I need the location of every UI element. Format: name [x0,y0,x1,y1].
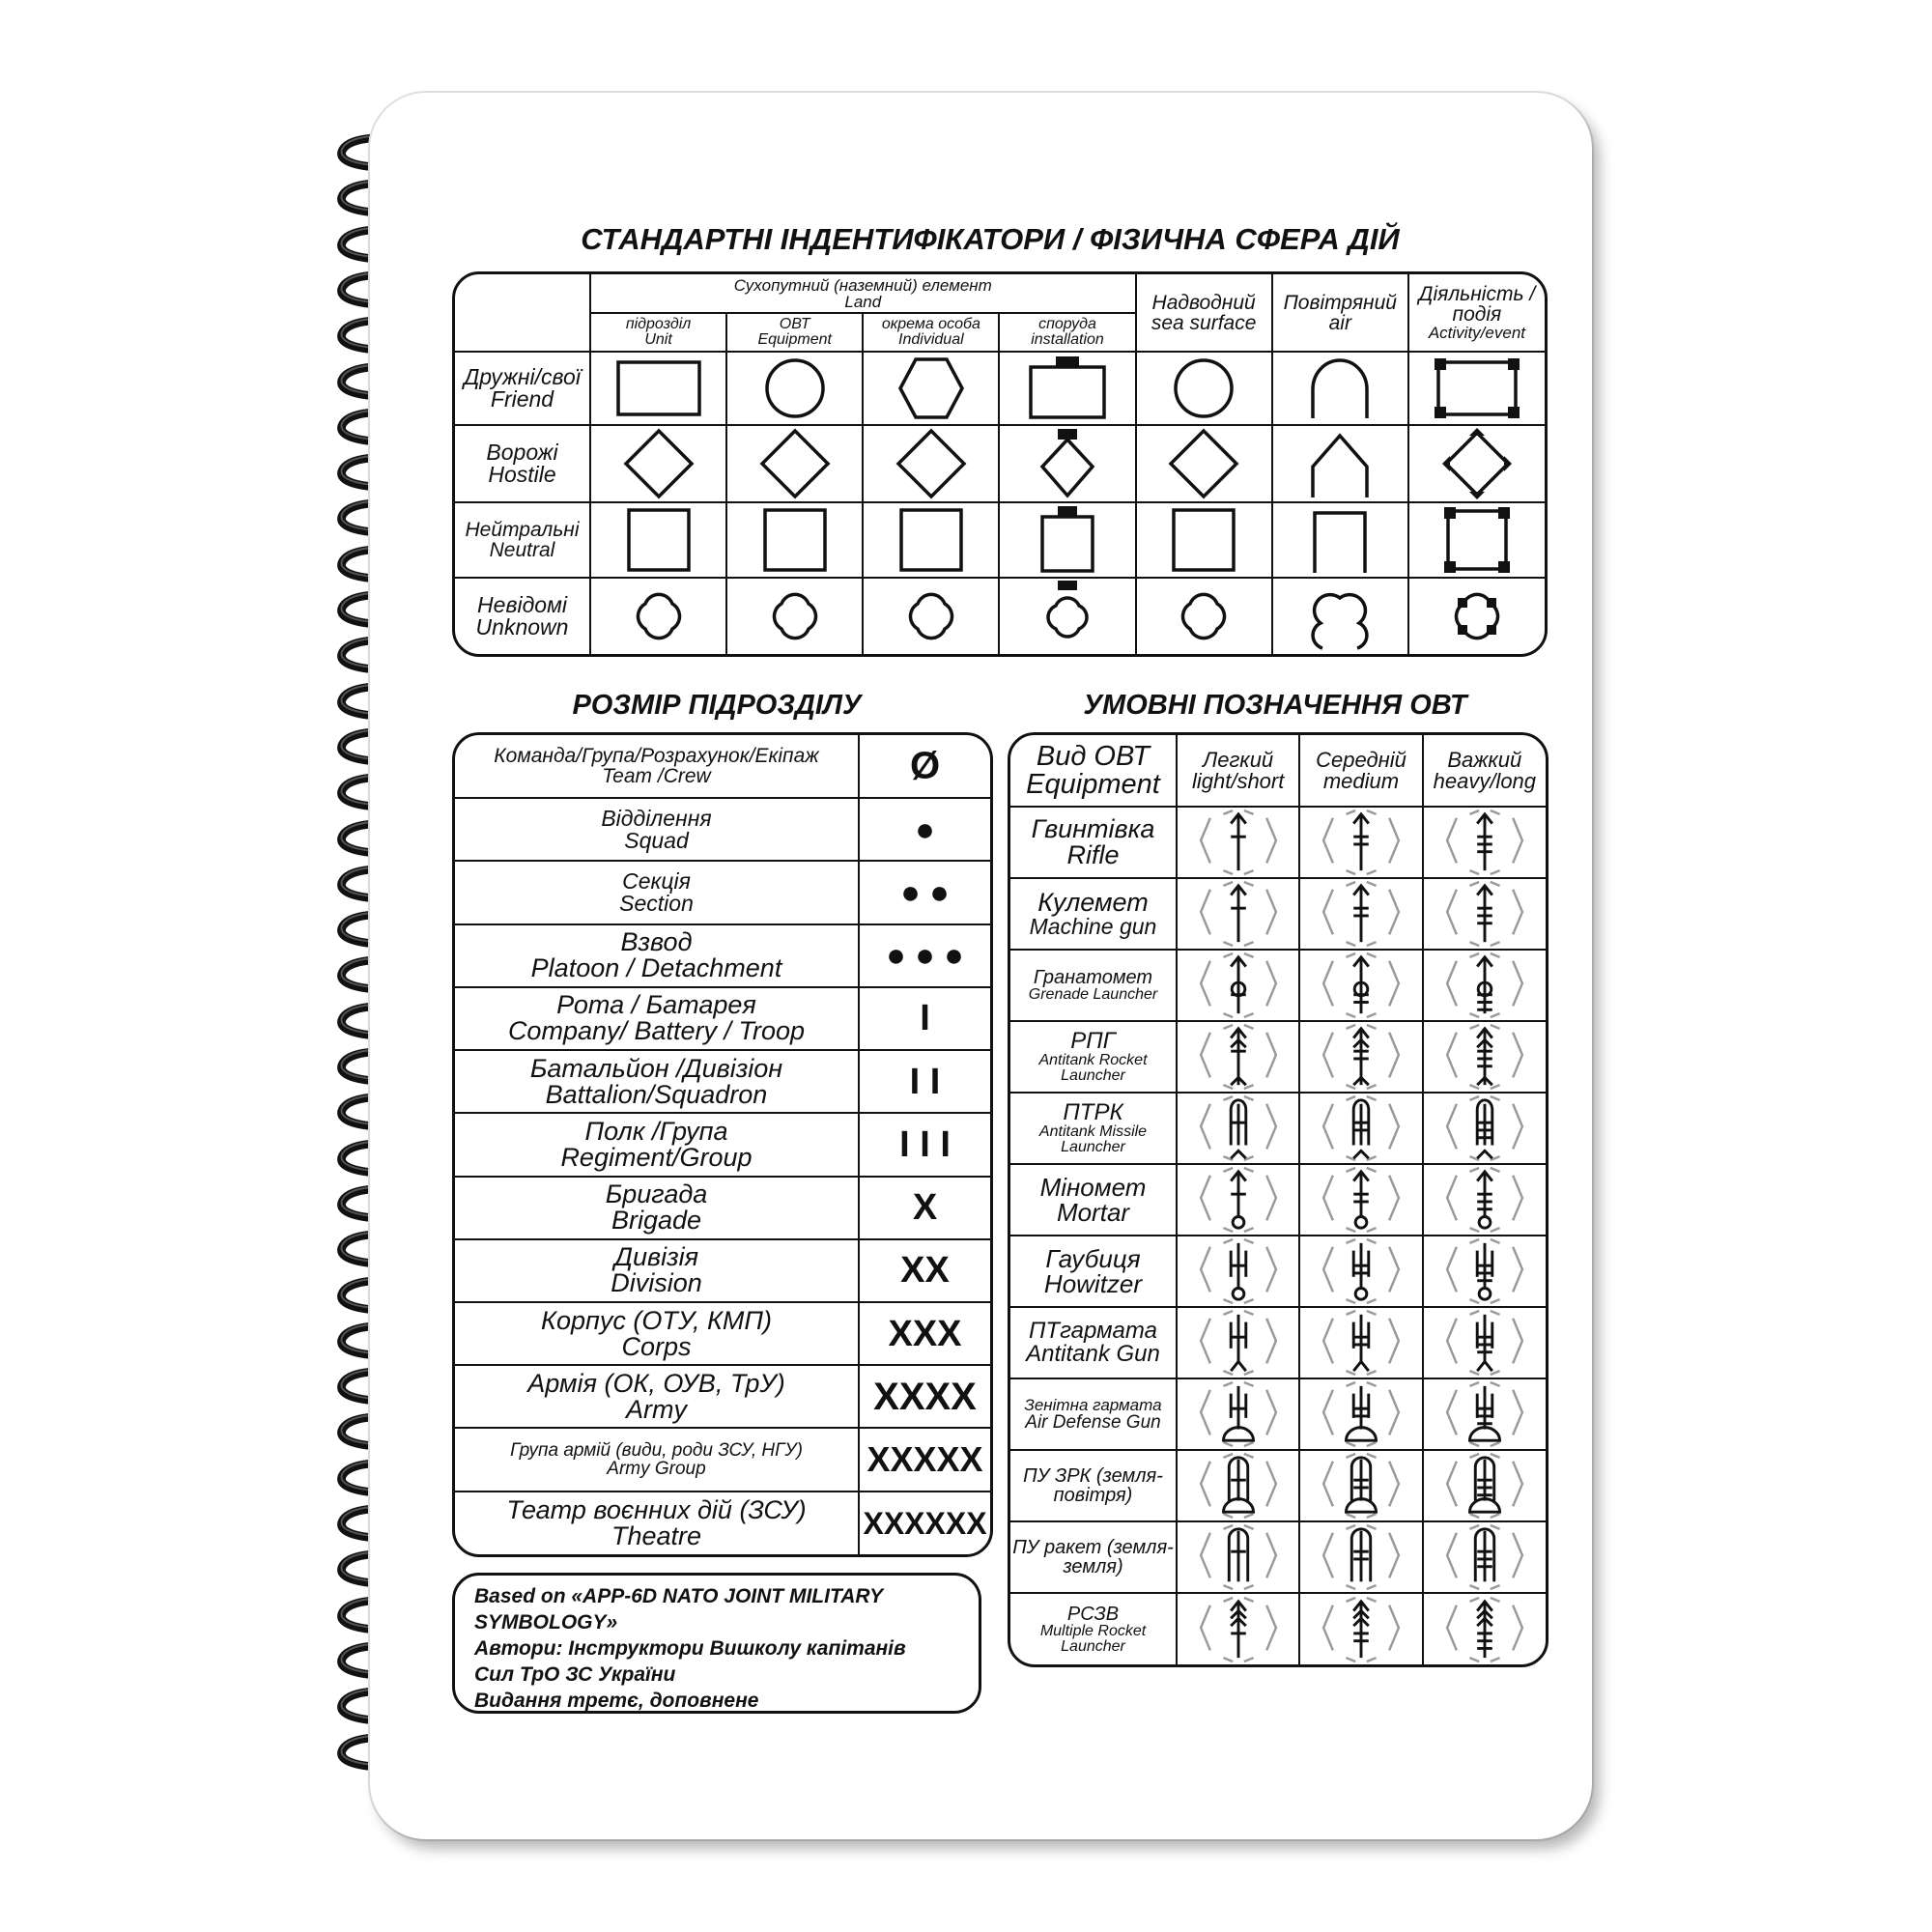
equipment-symbol-cell [1423,1378,1546,1450]
unit-size-label: Корпус (ОТУ, КМП) Corps [455,1302,859,1365]
unit-size-label: Взвод Platoon / Detachment [455,924,859,987]
equipment-symbol-cell [1177,950,1299,1021]
rpg-heavy-icon [1436,1023,1533,1091]
row-label-friend: Дружні/свої Friend [455,352,590,425]
hostile-air-icon [1292,428,1388,499]
identifiers-table [452,271,1548,657]
credits-line-5: Видання третє, доповнене [474,1690,759,1712]
equipment-symbol-cell [1423,1093,1546,1164]
equipment-symbol-cell [1299,1021,1422,1093]
credits-line-3: Автори: Інструктори Вишколу капітанів [474,1637,906,1660]
unknown-equipment-icon [747,581,843,652]
equipment-row-label: ПТРК Antitank Missile Launcher [1010,1093,1177,1164]
equipment-symbol-cell [1177,1164,1299,1236]
unknown-air-icon [1292,581,1388,652]
atgm-medium-icon [1313,1094,1409,1162]
credits-line-1: Based on «APP-6D NATO JOINT MILITARY [474,1585,884,1607]
equipment-header: Вид ОВТ Equipment [1010,735,1177,807]
unit-size-label: Секція Section [455,861,859,923]
unit-size-label: Дивізія Division [455,1239,859,1302]
unit-size-title: РОЗМІР ПІДРОЗДІЛУ [572,690,862,721]
unit-size-label: Батальйон /Дивізіон Battalion/Squadron [455,1050,859,1113]
echelon-symbol: XXXXXX [859,1492,990,1554]
equipment-row-label: Зенітна гармата Air Defense Gun [1010,1378,1177,1450]
hostile-individual-icon [883,428,980,499]
equipment-row-label: ПУ ракет (земля-земля) [1010,1521,1177,1593]
unknown-activity-icon [1429,581,1525,652]
neutral-air-icon [1292,505,1388,575]
mortar-heavy-icon [1436,1166,1533,1234]
corner-cell [455,274,590,352]
equipment-symbol-cell [1177,1450,1299,1521]
rifle-light-icon [1190,809,1287,876]
ssm-launcher-heavy-icon [1436,1523,1533,1591]
equipment-symbol-cell [1299,878,1422,950]
col-activity: Діяльність /подія Activity/event [1408,274,1545,352]
equipment-row-label: Гаубиця Howitzer [1010,1236,1177,1307]
friend-installation-icon [1019,355,1116,422]
air-defense-gun-heavy-icon [1436,1380,1533,1448]
equipment-row-label: Гранатомет Grenade Launcher [1010,950,1177,1021]
equipment-title: УМОВНІ ПОЗНАЧЕННЯ ОВТ [1083,690,1467,721]
equipment-symbol-cell [1299,1593,1422,1664]
echelon-symbol: ● ● ● [859,924,990,987]
grenade-launcher-light-icon [1190,952,1287,1019]
credits-line-2: SYMBOLOGY» [474,1611,618,1634]
equipment-symbol-cell [1423,1307,1546,1378]
mrl-medium-icon [1313,1596,1409,1663]
equipment-symbol-cell [1299,1521,1422,1593]
grenade-launcher-heavy-icon [1436,952,1533,1019]
equipment-symbol-cell [1423,878,1546,950]
mrl-heavy-icon [1436,1596,1533,1663]
unknown-individual-icon [883,581,980,652]
rpg-medium-icon [1313,1023,1409,1091]
atgm-heavy-icon [1436,1094,1533,1162]
echelon-symbol: XX [859,1239,990,1302]
echelon-symbol: ● ● [859,861,990,923]
unit-size-label: Полк /Група Regiment/Group [455,1113,859,1176]
echelon-symbol: I I I [859,1113,990,1176]
equipment-row-label: РСЗВ Multiple Rocket Launcher [1010,1593,1177,1664]
row-label-unknown: Невідомі Unknown [455,578,590,654]
echelon-symbol: XXXX [859,1365,990,1428]
antitank-gun-heavy-icon [1436,1309,1533,1377]
grenade-launcher-medium-icon [1313,952,1409,1019]
equipment-symbol-cell [1423,1521,1546,1593]
equipment-symbol-cell [1299,807,1422,878]
howitzer-medium-icon [1313,1237,1409,1305]
hostile-activity-icon [1429,428,1525,499]
equipment-row-label: Кулемет Machine gun [1010,878,1177,950]
page-title: СТАНДАРТНІ ІНДЕНТИФІКАТОРИ / ФІЗИЧНА СФЕРА ДІЙ [581,222,1400,256]
unit-size-label: Бригада Brigade [455,1177,859,1239]
col-unit: підрозділ Unit [590,313,726,352]
atgm-light-icon [1190,1094,1287,1162]
neutral-unit-icon [611,505,707,575]
echelon-symbol: Ø [859,735,990,798]
unknown-sea-surface-icon [1155,581,1252,652]
col-sea-surface: Надводний sea surface [1136,274,1272,352]
equipment-row-label: Міномет Mortar [1010,1164,1177,1236]
air-defense-gun-medium-icon [1313,1380,1409,1448]
equipment-row-label: ПТгармата Antitank Gun [1010,1307,1177,1378]
col-installation: споруда installation [999,313,1135,352]
hostile-unit-icon [611,428,707,499]
sam-launcher-heavy-icon [1436,1452,1533,1520]
sam-launcher-light-icon [1190,1452,1287,1520]
echelon-symbol: I I [859,1050,990,1113]
equipment-symbol-cell [1423,950,1546,1021]
equipment-symbol-cell [1299,1307,1422,1378]
hostile-equipment-icon [747,428,843,499]
unit-size-label: Відділення Squad [455,798,859,861]
equipment-symbol-cell [1423,807,1546,878]
rifle-medium-icon [1313,809,1409,876]
echelon-symbol: ● [859,798,990,861]
unit-size-label: Театр воєнних дій (ЗСУ) Theatre [455,1492,859,1554]
equipment-symbol-cell [1299,950,1422,1021]
rifle-heavy-icon [1436,809,1533,876]
antitank-gun-medium-icon [1313,1309,1409,1377]
neutral-equipment-icon [747,505,843,575]
equipment-symbol-cell [1299,1093,1422,1164]
mortar-light-icon [1190,1166,1287,1234]
equipment-row-label: РПГ Antitank Rocket Launcher [1010,1021,1177,1093]
mortar-medium-icon [1313,1166,1409,1234]
equipment-symbol-cell [1423,1021,1546,1093]
echelon-symbol: X [859,1177,990,1239]
credits-box [452,1573,981,1714]
equipment-row-label: Гвинтівка Rifle [1010,807,1177,878]
equipment-symbol-cell [1299,1236,1422,1307]
equipment-symbol-cell [1177,1093,1299,1164]
unknown-unit-icon [611,581,707,652]
col-individual: окрема особа Individual [863,313,999,352]
unit-size-label: Армія (ОК, ОУВ, ТрУ) Army [455,1365,859,1428]
neutral-installation-icon [1019,505,1116,575]
equipment-symbol-cell [1423,1236,1546,1307]
equipment-row-label: ПУ ЗРК (земля-повітря) [1010,1450,1177,1521]
equipment-symbol-cell [1299,1450,1422,1521]
equipment-symbol-cell [1177,1521,1299,1593]
friend-sea-surface-icon [1155,355,1252,422]
col-equipment: ОВТ Equipment [726,313,863,352]
echelon-symbol: XXXXX [859,1428,990,1491]
friend-individual-icon [883,355,980,422]
machine-gun-medium-icon [1313,880,1409,948]
rpg-light-icon [1190,1023,1287,1091]
howitzer-heavy-icon [1436,1237,1533,1305]
col-light: Легкий light/short [1177,735,1299,807]
equipment-symbol-cell [1177,878,1299,950]
equipment-symbol-cell [1423,1164,1546,1236]
equipment-symbol-cell [1423,1450,1546,1521]
mrl-light-icon [1190,1596,1287,1663]
equipment-symbol-cell [1177,1021,1299,1093]
ssm-launcher-medium-icon [1313,1523,1409,1591]
equipment-symbol-cell [1299,1378,1422,1450]
ssm-launcher-light-icon [1190,1523,1287,1591]
unit-size-label: Команда/Група/Розрахунок/Екіпаж Team /Crew [455,735,859,798]
hostile-installation-icon [1019,428,1116,499]
col-air: Повітряний air [1272,274,1408,352]
equipment-table [1008,732,1548,1667]
friend-air-icon [1292,355,1388,422]
equipment-symbol-cell [1299,1164,1422,1236]
machine-gun-heavy-icon [1436,880,1533,948]
unit-size-label: Рота / Батарея Company/ Battery / Troop [455,987,859,1050]
credits-line-4: Сил ТрО ЗС України [474,1663,676,1686]
echelon-symbol: XXX [859,1302,990,1365]
neutral-activity-icon [1429,505,1525,575]
col-medium: Середній medium [1299,735,1422,807]
antitank-gun-light-icon [1190,1309,1287,1377]
friend-unit-icon [611,355,707,422]
hostile-sea-surface-icon [1155,428,1252,499]
howitzer-light-icon [1190,1237,1287,1305]
unit-size-table [452,732,993,1557]
equipment-symbol-cell [1423,1593,1546,1664]
friend-activity-icon [1429,355,1525,422]
sam-launcher-medium-icon [1313,1452,1409,1520]
equipment-symbol-cell [1177,807,1299,878]
unknown-installation-icon [1019,581,1116,652]
equipment-symbol-cell [1177,1593,1299,1664]
neutral-sea-surface-icon [1155,505,1252,575]
friend-equipment-icon [747,355,843,422]
land-header: Сухопутний (наземний) елемент Land [590,274,1136,313]
row-label-neutral: Нейтральні Neutral [455,502,590,578]
machine-gun-light-icon [1190,880,1287,948]
neutral-individual-icon [883,505,980,575]
unit-size-label: Група армій (види, роди ЗСУ, НГУ) Army Group [455,1428,859,1491]
row-label-hostile: Ворожі Hostile [455,425,590,502]
equipment-symbol-cell [1177,1307,1299,1378]
air-defense-gun-light-icon [1190,1380,1287,1448]
equipment-symbol-cell [1177,1236,1299,1307]
echelon-symbol: I [859,987,990,1050]
col-heavy: Важкий heavy/long [1423,735,1546,807]
equipment-symbol-cell [1177,1378,1299,1450]
